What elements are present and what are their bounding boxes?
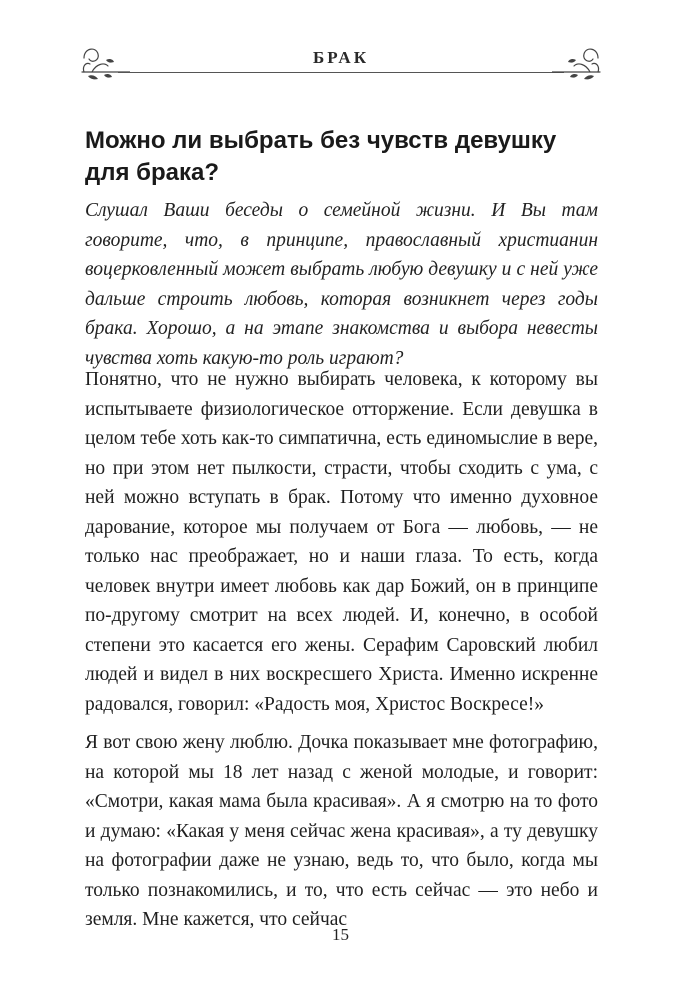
header-rule [118,72,564,73]
question-title: Можно ли выбрать без чувств девушку для брака? [85,127,557,186]
answer-paragraph: Я вот свою жену люблю. Дочка показывает мне фотографию, на которой мы 18 лет назад с женой молодые, и говорит: «Смотри, какая мама была красивая». А я смотрю на то фото и думаю: «Какая у меня сейчас жена красивая», а ту девушку на фотографии даже не узнаю, ведь то, что было, когда мы только познакомились, и то, что есть сейчас — это небо и земля. Мне кажется, что сейчас [85,732,598,930]
page-number: 15 [332,925,349,944]
answer-body [85,365,598,944]
running-header [78,38,604,88]
flourish-ornament-icon [552,38,604,82]
reader-question: Слушал Ваши беседы о семейной жизни. И Вы там говорите, что, в принципе, православный христианин воцерковленный может выбрать любую девушку и с ней уже дальше строить любовь, которая возникнет через годы брака. Хорошо, а на этапе знакомства и выбора невесты чувства хоть какую-то роль играют? [85,200,598,369]
section-title: БРАК [312,48,370,67]
answer-paragraph: Понятно, что не нужно выбирать человека, к которому вы испытываете физиологическое отторжение. Если девушка в целом тебе хоть как-то симпатична, есть единомыслие в вере, но при этом нет пылкости, страсти, чтобы сходить с ума, с ней можно вступать в брак. Потому что именно духовное дарование, которое мы получаем от Бога — любовь, — не только нас преображает, но и наши глаза. То есть, когда человек внутри имеет любовь как дар Божий, он в принципе по-другому смотрит на всех людей. И, конечно, в особой степени это касается его жены. Серафим Саровский любил людей и видел в них воскресшего Христа. Именно искренне радовался, говорил: «Радость моя, Христос Воскресе!» [85,369,598,715]
